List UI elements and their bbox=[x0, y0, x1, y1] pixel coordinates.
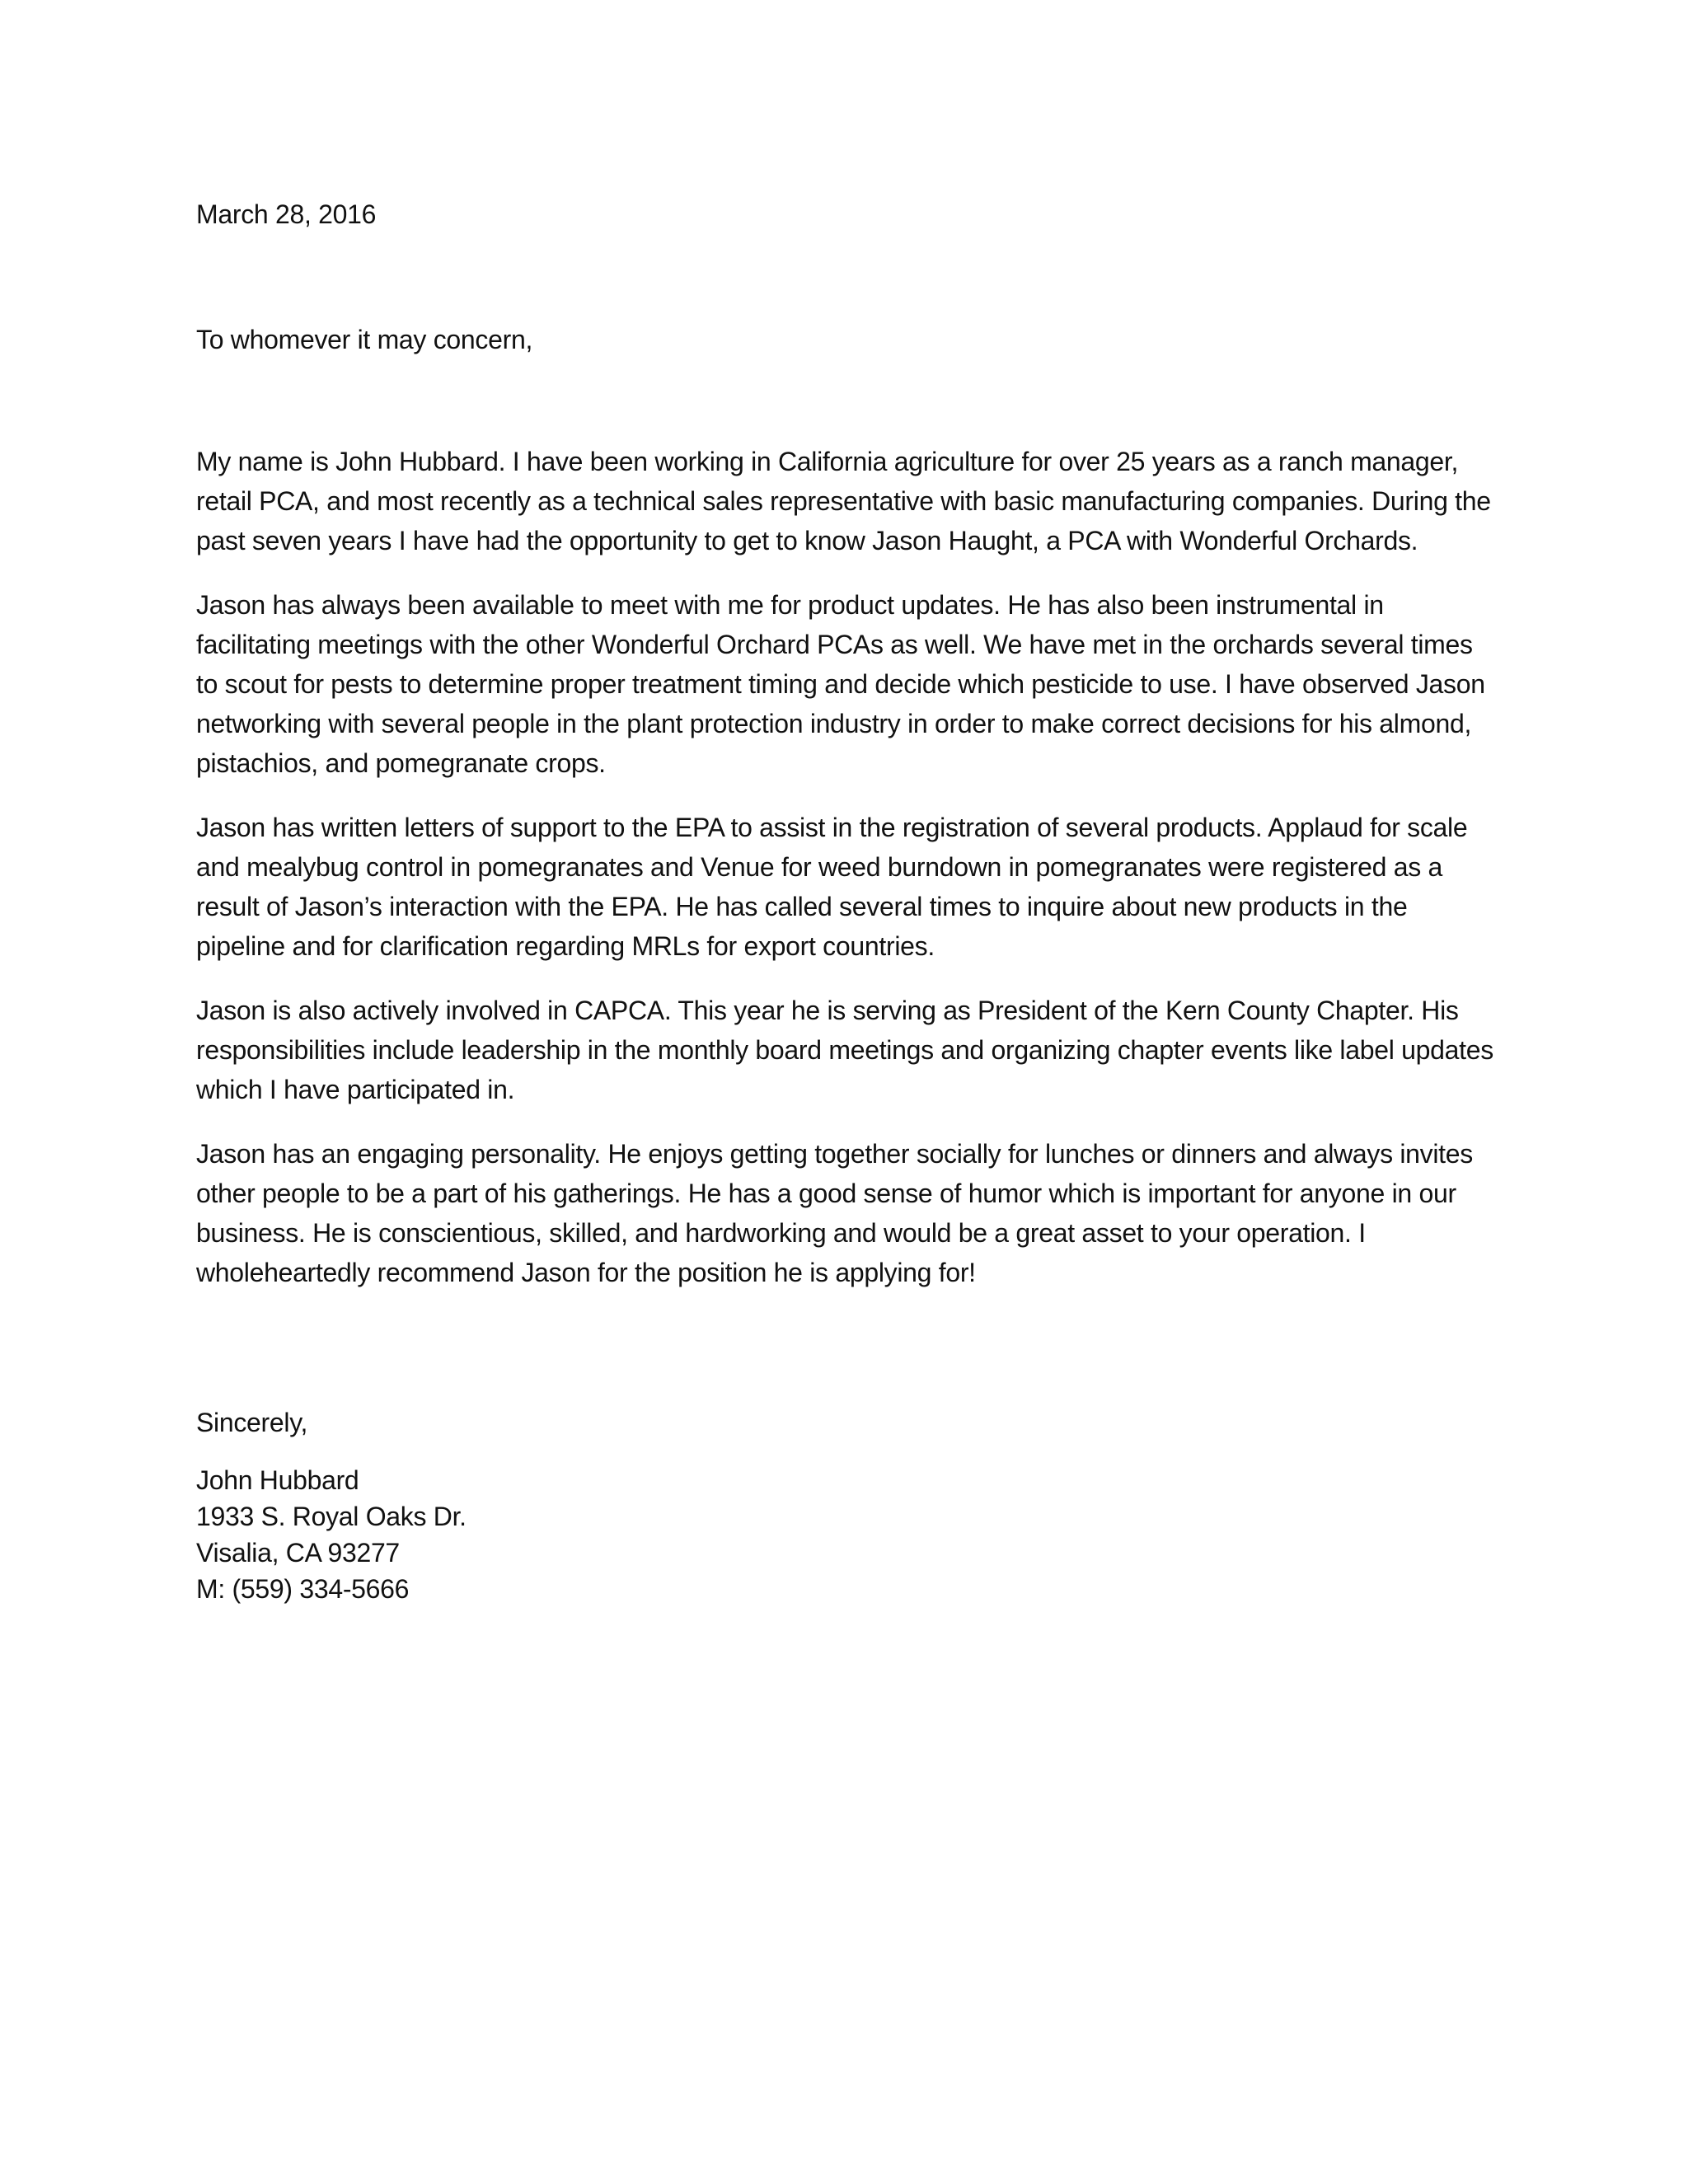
signature-address-line1: 1933 S. Royal Oaks Dr. bbox=[196, 1502, 467, 1531]
body-paragraph-4: Jason is also actively involved in CAPCA. This year he is serving as President of the Kern County Chapter. His responsibilities include leadership in the monthly board meetings and organizing chapter events like label updates which I have participated in. bbox=[196, 996, 1493, 1104]
signature-block bbox=[196, 1462, 467, 1607]
signature-name: John Hubbard bbox=[196, 1465, 359, 1495]
body-paragraph-2: Jason has always been available to meet with me for product updates. He has also been instrumental in facilitating meetings with the other Wonderful Orchard PCAs as well. We have met in the orchards several times to scout for pests to determine proper treatment timing and decide which pesticide to use. I have observed Jason networking with several people in the plant protection industry in order to make correct decisions for his almond, pistachios, and pomegranate crops. bbox=[196, 590, 1485, 778]
signature-address-line2: Visalia, CA 93277 bbox=[196, 1538, 400, 1568]
letter-closing: Sincerely, bbox=[196, 1408, 308, 1437]
letter-date: March 28, 2016 bbox=[196, 199, 377, 229]
letter-salutation: To whomever it may concern, bbox=[196, 325, 533, 354]
letter-body bbox=[196, 442, 1498, 1317]
body-paragraph-1: My name is John Hubbard. I have been working in California agriculture for over 25 years as a ranch manager, retail PCA, and most recently as a technical sales representative with basic manufacturing companies. During the past seven years I have had the opportunity to get to know Jason Haught, a PCA with Wonderful Orchards. bbox=[196, 447, 1491, 555]
body-paragraph-5: Jason has an engaging personality. He enjoys getting together socially for lunches or dinners and always invites other people to be a part of his gatherings. He has a good sense of humor which is important for anyone in our business. He is conscientious, skilled, and hardworking and would be a great asset to your operation. I wholeheartedly recommend Jason for the position he is applying for! bbox=[196, 1139, 1473, 1287]
signature-phone: M: (559) 334-5666 bbox=[196, 1574, 410, 1604]
body-paragraph-3: Jason has written letters of support to the EPA to assist in the registration of several products. Applaud for scale and mealybug control in pomegranates and Venue for weed burndown in pomegranates were registered as a result of Jason’s interaction with the EPA. He has called several times to inquire about new products in the pipeline and for clarification regarding MRLs for export countries. bbox=[196, 813, 1468, 961]
